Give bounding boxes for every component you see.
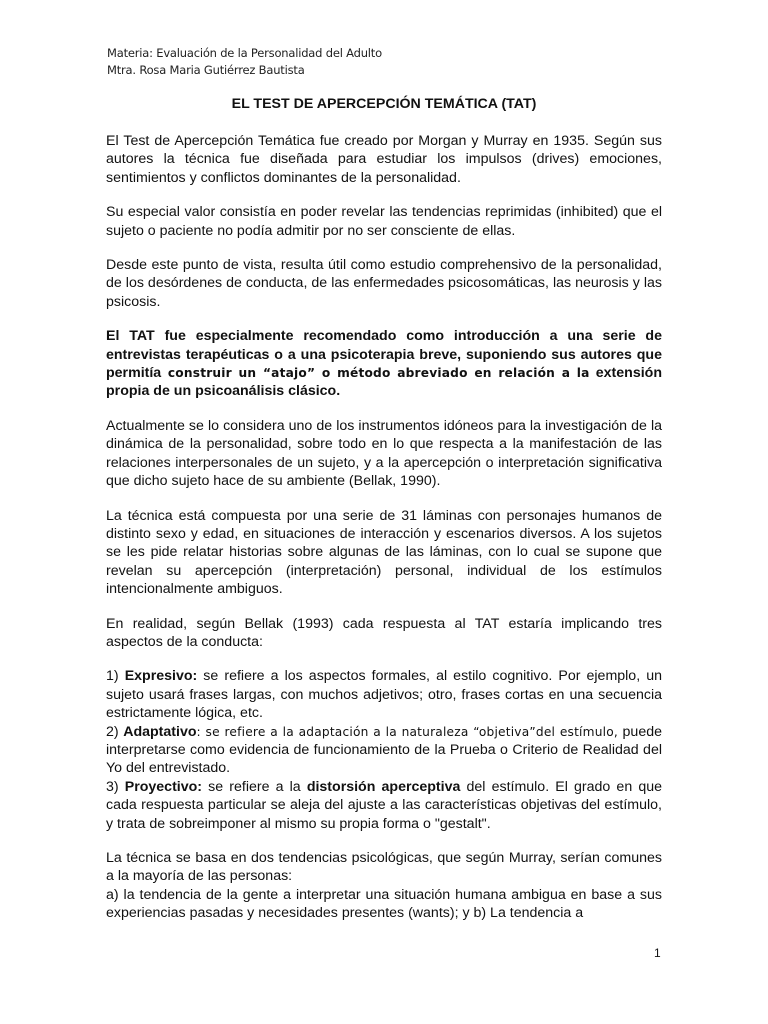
recommendation-part-3: extensión propia de un psicoanálisis clásico. [106, 365, 662, 400]
aspect-number: 3) [106, 778, 125, 795]
recommendation-part-1: El TAT fue especialmente recomendado como introducción a una serie de entrevistas terapéuticas o a una psicoterapia breve, suponiendo sus autores que permitía [106, 328, 662, 382]
paragraph-tendency-list: a) la tendencia de la gente a interpretar una situación humana ambigua en base a sus experiencias pasadas y necesidades presentes (wants); y b) La tendencia a [106, 886, 662, 922]
aspect-term: Adaptativo [123, 723, 197, 740]
aspect-text-alt-font: : se refiere a la adaptación a la naturaleza “objetiva”del estímulo, [196, 724, 618, 739]
aspect-expressive [106, 667, 662, 722]
paragraph-bellak: En realidad, según Bellak (1993) cada respuesta al TAT estaría implicando tres aspectos de la conducta: [106, 615, 662, 650]
aspect-text: puede interpretarse como evidencia de funcionamiento de la Prueba o Criterio de Realidad del Yo del entrevistado. [106, 723, 662, 777]
aspect-number: 2) [106, 723, 124, 740]
page-number: 1 [654, 946, 661, 960]
paragraph-technique: La técnica está compuesta por una serie de 31 láminas con personajes humanos de distinto sexo y edad, en situaciones de interacción y escenarios diversos. A los sujetos se les pide relatar historias sobre algunas de las láminas, con lo cual se supone que revelan su apercepción (interpretación) personal, individual de los estímulos intencionalmente ambiguos. [106, 507, 662, 598]
paragraph-current-use: Actualmente se lo considera uno de los instrumentos idóneos para la investigación de la dinámica de la personalidad, sobre todo en lo que respecta a la manifestación de las relaciones interpersonales de un sujeto, y a la apercepción o interpretación significativa que dicho sujeto hace de su ambiente (Bellak, 1990). [106, 417, 662, 490]
paragraph-recommendation [106, 327, 662, 401]
header-teacher: Mtra. Rosa Maria Gutiérrez Bautista [107, 63, 305, 77]
document-title: EL TEST DE APERCEPCIÓN TEMÁTICA (TAT) [231, 96, 537, 112]
aspect-number: 1) [106, 668, 125, 685]
recommendation-part-2: construir un “atajo” o método abreviado en relación a la [161, 366, 590, 381]
page-header [107, 45, 382, 79]
aspect-adaptive [106, 723, 662, 778]
aspect-projective [106, 778, 662, 833]
paragraph-value: Su especial valor consistía en poder revelar las tendencias reprimidas (inhibited) que el sujeto o paciente no podía admitir por no ser consciente de ellas. [106, 204, 662, 239]
aspect-text: se refiere a los aspectos formales, al estilo cognitivo. Por ejemplo, un sujeto usará frases largas, con muchos adjetivos; otro, frases cortas en una secuencia estrictamente lógica, etc. [106, 668, 662, 722]
header-subject: Materia: Evaluación de la Personalidad del Adulto [107, 46, 382, 60]
paragraph-usefulness: Desde este punto de vista, resulta útil como estudio comprehensivo de la personalidad, de los desórdenes de conducta, de las enfermedades psicosomáticas, las neurosis y las psicosis. [106, 257, 662, 310]
aspect-text: se refiere a la [202, 778, 307, 795]
aspect-text: del estímulo. El grado en que cada respuesta particular se aleja del ajuste a las características objetivas del estímulo, y trata de sobreimponer al mismo su propia forma o "gestalt". [106, 778, 663, 832]
aspect-term: Proyectivo: [124, 778, 203, 795]
paragraph-origin: El Test de Apercepción Temática fue creado por Morgan y Murray en 1935. Según sus autores la técnica fue diseñada para estudiar los impulsos (drives) emociones, sentimientos y conflictos dominantes de la personalidad. [106, 133, 662, 186]
document-body [106, 132, 662, 923]
aspect-highlight: distorsión aperceptiva [306, 778, 461, 795]
paragraph-tendencies: La técnica se basa en dos tendencias psicológicas, que según Murray, serían comunes a la mayoría de las personas: [106, 850, 662, 885]
aspect-term: Expresivo: [124, 668, 198, 685]
